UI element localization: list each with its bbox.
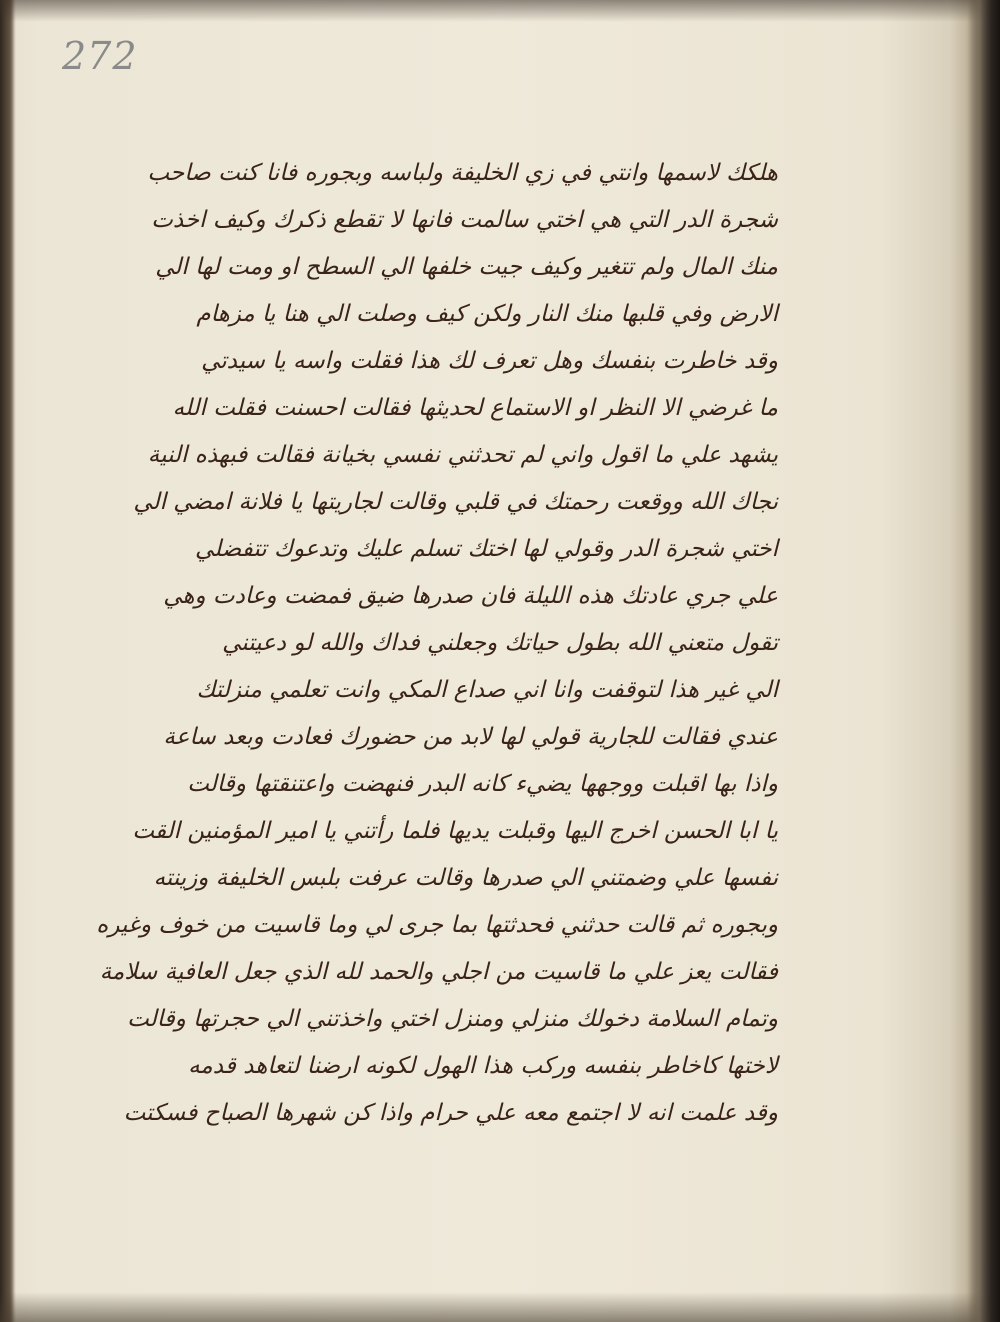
manuscript-line: فقالت يعز علي ما قاسيت من اجلي والحمد لله الذي جعل العافية سلامة xyxy=(99,959,778,985)
folio-number: 272 xyxy=(62,34,138,78)
manuscript-line: وقد خاطرت بنفسك وهل تعرف لك هذا فقلت واسه يا سيدتي xyxy=(201,348,778,374)
page-edge xyxy=(966,0,1000,1322)
manuscript-line: يشهد علي ما اقول واني لم تحدثني نفسي بخيانة فقالت فبهذه النية xyxy=(147,442,778,468)
manuscript-line: علي جري عادتك هذه الليلة فان صدرها ضيق فمضت وعادت وهي xyxy=(163,583,778,609)
manuscript-line: لاختها كاخاطر بنفسه وركب هذا الهول لكونه ارضنا لتعاهد قدمه xyxy=(188,1053,778,1079)
manuscript-line: واذا بها اقبلت ووجهها يضيء كانه البدر فنهضت واعتنقتها وقالت xyxy=(187,771,778,797)
manuscript-line: نجاك الله ووقعت رحمتك في قلبي وقالت لجاريتها يا فلانة امضي الي xyxy=(133,489,778,515)
manuscript-line: تقول متعني الله بطول حياتك وجعلني فداك والله لو دعيتني xyxy=(222,630,778,656)
manuscript-line: شجرة الدر التي هي اختي سالمت فانها لا تقطع ذكرك وكيف اخذت xyxy=(151,207,778,233)
manuscript-line: يا ابا الحسن اخرج اليها وقبلت يديها فلما رأتني يا امير المؤمنين القت xyxy=(132,818,778,844)
manuscript-text-block xyxy=(96,152,778,1140)
manuscript-line: منك المال ولم تتغير وكيف جيت خلفها الي السطح او ومت لها الي xyxy=(155,254,778,280)
manuscript-line: نفسها علي وضمتني الي صدرها وقالت عرفت بلبس الخليفة وزينته xyxy=(153,865,778,891)
manuscript-line: وتمام السلامة دخولك منزلي ومنزل اختي واخذتني الي حجرتها وقالت xyxy=(127,1006,778,1032)
manuscript-line: ما غرضي الا النظر او الاستماع لحديثها فقالت احسنت فقلت الله xyxy=(172,395,778,421)
manuscript-line: وبجوره ثم قالت حدثني فحدثتها بما جرى لي وما قاسيت من خوف وغيره xyxy=(96,912,778,938)
manuscript-line: عندي فقالت للجارية قولي لها لابد من حضورك فعادت وبعد ساعة xyxy=(163,724,778,750)
manuscript-line: اختي شجرة الدر وقولي لها اختك تسلم عليك وتدعوك تتفضلي xyxy=(194,536,778,562)
manuscript-line: الارض وفي قلبها منك النار ولكن كيف وصلت الي هنا يا مزهام xyxy=(196,301,778,327)
manuscript-line: هلكك لاسمها وانتي في زي الخليفة ولباسه وبجوره فانا كنت صاحب xyxy=(147,160,778,186)
binding-fold xyxy=(0,0,14,1322)
manuscript-line: وقد علمت انه لا اجتمع معه علي حرام واذا كن شهرها الصباح فسكتت xyxy=(123,1100,778,1126)
manuscript-line: الي غير هذا لتوقفت وانا اني صداع المكي وانت تعلمي منزلتك xyxy=(196,677,778,703)
top-shadow xyxy=(0,0,1000,22)
bottom-shadow xyxy=(0,1292,1000,1322)
